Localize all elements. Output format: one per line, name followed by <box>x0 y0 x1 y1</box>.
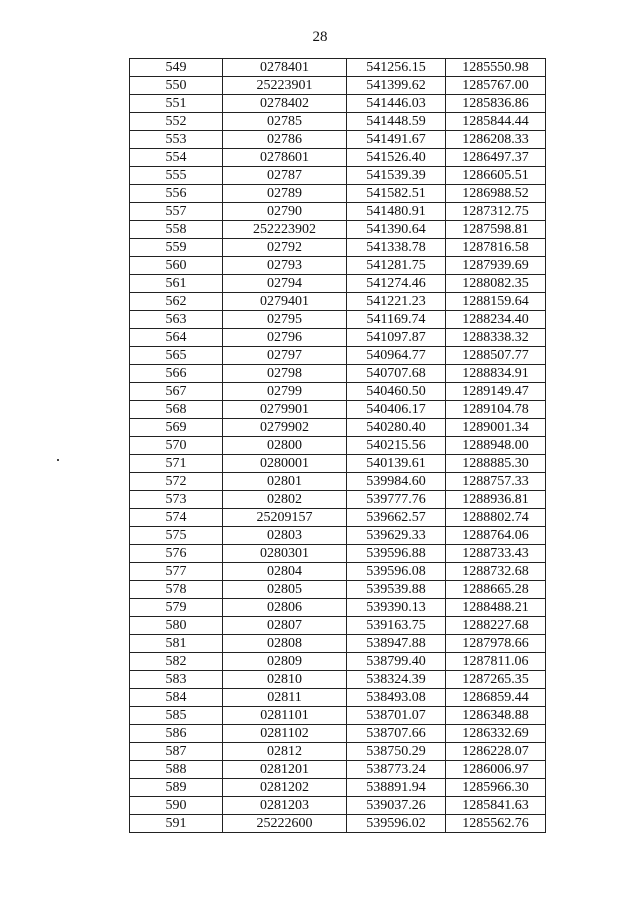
y-coordinate-cell: 1285550.98 <box>446 59 546 77</box>
point-number-cell: 590 <box>130 797 223 815</box>
point-code-cell: 25222600 <box>223 815 347 833</box>
y-coordinate-cell: 1286332.69 <box>446 725 546 743</box>
y-coordinate-cell: 1288936.81 <box>446 491 546 509</box>
point-number-cell: 579 <box>130 599 223 617</box>
x-coordinate-cell: 538799.40 <box>347 653 446 671</box>
x-coordinate-cell: 541526.40 <box>347 149 446 167</box>
table-row <box>130 707 546 725</box>
point-number-cell: 574 <box>130 509 223 527</box>
table-row <box>130 599 546 617</box>
point-number-cell: 580 <box>130 617 223 635</box>
y-coordinate-cell: 1285562.76 <box>446 815 546 833</box>
x-coordinate-cell: 539163.75 <box>347 617 446 635</box>
x-coordinate-cell: 541446.03 <box>347 95 446 113</box>
point-number-cell: 582 <box>130 653 223 671</box>
point-code-cell: 0281201 <box>223 761 347 779</box>
point-code-cell: 02811 <box>223 689 347 707</box>
point-code-cell: 0281102 <box>223 725 347 743</box>
point-code-cell: 02797 <box>223 347 347 365</box>
point-number-cell: 589 <box>130 779 223 797</box>
point-code-cell: 25223901 <box>223 77 347 95</box>
point-number-cell: 551 <box>130 95 223 113</box>
y-coordinate-cell: 1288234.40 <box>446 311 546 329</box>
x-coordinate-cell: 539662.57 <box>347 509 446 527</box>
point-code-cell: 02809 <box>223 653 347 671</box>
y-coordinate-cell: 1289001.34 <box>446 419 546 437</box>
point-code-cell: 02804 <box>223 563 347 581</box>
point-code-cell: 02806 <box>223 599 347 617</box>
point-number-cell: 558 <box>130 221 223 239</box>
y-coordinate-cell: 1286605.51 <box>446 167 546 185</box>
point-code-cell: 02792 <box>223 239 347 257</box>
table-row <box>130 221 546 239</box>
x-coordinate-cell: 540406.17 <box>347 401 446 419</box>
point-number-cell: 549 <box>130 59 223 77</box>
y-coordinate-cell: 1287816.58 <box>446 239 546 257</box>
x-coordinate-cell: 538947.88 <box>347 635 446 653</box>
y-coordinate-cell: 1288732.68 <box>446 563 546 581</box>
table-row <box>130 401 546 419</box>
point-code-cell: 25209157 <box>223 509 347 527</box>
point-code-cell: 02801 <box>223 473 347 491</box>
table-row <box>130 761 546 779</box>
y-coordinate-cell: 1285844.44 <box>446 113 546 131</box>
table-row <box>130 77 546 95</box>
table-row <box>130 545 546 563</box>
point-code-cell: 0281101 <box>223 707 347 725</box>
x-coordinate-cell: 541448.59 <box>347 113 446 131</box>
point-code-cell: 02794 <box>223 275 347 293</box>
x-coordinate-cell: 538493.08 <box>347 689 446 707</box>
point-number-cell: 560 <box>130 257 223 275</box>
table-row <box>130 365 546 383</box>
coordinates-table-body <box>130 59 546 833</box>
y-coordinate-cell: 1288338.32 <box>446 329 546 347</box>
y-coordinate-cell: 1288227.68 <box>446 617 546 635</box>
x-coordinate-cell: 539596.08 <box>347 563 446 581</box>
x-coordinate-cell: 541281.75 <box>347 257 446 275</box>
x-coordinate-cell: 541097.87 <box>347 329 446 347</box>
table-row <box>130 671 546 689</box>
point-code-cell: 02807 <box>223 617 347 635</box>
table-row <box>130 581 546 599</box>
point-number-cell: 583 <box>130 671 223 689</box>
x-coordinate-cell: 541169.74 <box>347 311 446 329</box>
table-row <box>130 725 546 743</box>
y-coordinate-cell: 1287978.66 <box>446 635 546 653</box>
point-code-cell: 0278401 <box>223 59 347 77</box>
point-number-cell: 569 <box>130 419 223 437</box>
table-row <box>130 203 546 221</box>
x-coordinate-cell: 539629.33 <box>347 527 446 545</box>
point-code-cell: 02789 <box>223 185 347 203</box>
point-number-cell: 559 <box>130 239 223 257</box>
point-number-cell: 562 <box>130 293 223 311</box>
y-coordinate-cell: 1288159.64 <box>446 293 546 311</box>
y-coordinate-cell: 1288764.06 <box>446 527 546 545</box>
table-row <box>130 329 546 347</box>
point-number-cell: 572 <box>130 473 223 491</box>
point-code-cell: 0279901 <box>223 401 347 419</box>
x-coordinate-cell: 539777.76 <box>347 491 446 509</box>
point-code-cell: 02808 <box>223 635 347 653</box>
table-row <box>130 383 546 401</box>
point-code-cell: 02810 <box>223 671 347 689</box>
point-number-cell: 563 <box>130 311 223 329</box>
x-coordinate-cell: 541491.67 <box>347 131 446 149</box>
x-coordinate-cell: 541399.62 <box>347 77 446 95</box>
table-row <box>130 743 546 761</box>
point-number-cell: 570 <box>130 437 223 455</box>
y-coordinate-cell: 1285841.63 <box>446 797 546 815</box>
point-code-cell: 02805 <box>223 581 347 599</box>
point-number-cell: 586 <box>130 725 223 743</box>
y-coordinate-cell: 1288507.77 <box>446 347 546 365</box>
y-coordinate-cell: 1286228.07 <box>446 743 546 761</box>
x-coordinate-cell: 541539.39 <box>347 167 446 185</box>
table-row <box>130 167 546 185</box>
x-coordinate-cell: 541582.51 <box>347 185 446 203</box>
point-number-cell: 564 <box>130 329 223 347</box>
y-coordinate-cell: 1289104.78 <box>446 401 546 419</box>
point-code-cell: 02812 <box>223 743 347 761</box>
point-number-cell: 565 <box>130 347 223 365</box>
point-number-cell: 591 <box>130 815 223 833</box>
table-row <box>130 635 546 653</box>
y-coordinate-cell: 1287939.69 <box>446 257 546 275</box>
point-code-cell: 0280301 <box>223 545 347 563</box>
table-row <box>130 473 546 491</box>
y-coordinate-cell: 1285836.86 <box>446 95 546 113</box>
y-coordinate-cell: 1286859.44 <box>446 689 546 707</box>
table-row <box>130 149 546 167</box>
y-coordinate-cell: 1286006.97 <box>446 761 546 779</box>
point-code-cell: 0278601 <box>223 149 347 167</box>
point-code-cell: 0279401 <box>223 293 347 311</box>
table-row <box>130 347 546 365</box>
x-coordinate-cell: 538891.94 <box>347 779 446 797</box>
y-coordinate-cell: 1288948.00 <box>446 437 546 455</box>
y-coordinate-cell: 1288834.91 <box>446 365 546 383</box>
point-code-cell: 0278402 <box>223 95 347 113</box>
point-number-cell: 578 <box>130 581 223 599</box>
x-coordinate-cell: 538701.07 <box>347 707 446 725</box>
point-number-cell: 561 <box>130 275 223 293</box>
point-code-cell: 02798 <box>223 365 347 383</box>
x-coordinate-cell: 540707.68 <box>347 365 446 383</box>
point-number-cell: 566 <box>130 365 223 383</box>
table-row <box>130 455 546 473</box>
table-row <box>130 563 546 581</box>
page-number: 28 <box>312 29 328 45</box>
coordinates-table <box>129 58 546 833</box>
x-coordinate-cell: 539596.02 <box>347 815 446 833</box>
y-coordinate-cell: 1288885.30 <box>446 455 546 473</box>
table-row <box>130 239 546 257</box>
point-code-cell: 02793 <box>223 257 347 275</box>
x-coordinate-cell: 538773.24 <box>347 761 446 779</box>
y-coordinate-cell: 1285966.30 <box>446 779 546 797</box>
table-row <box>130 689 546 707</box>
y-coordinate-cell: 1288665.28 <box>446 581 546 599</box>
table-row <box>130 797 546 815</box>
table-row <box>130 95 546 113</box>
x-coordinate-cell: 541256.15 <box>347 59 446 77</box>
x-coordinate-cell: 540460.50 <box>347 383 446 401</box>
y-coordinate-cell: 1287811.06 <box>446 653 546 671</box>
point-number-cell: 567 <box>130 383 223 401</box>
x-coordinate-cell: 538707.66 <box>347 725 446 743</box>
table-row <box>130 275 546 293</box>
point-number-cell: 557 <box>130 203 223 221</box>
x-coordinate-cell: 540139.61 <box>347 455 446 473</box>
point-code-cell: 02795 <box>223 311 347 329</box>
point-code-cell: 0280001 <box>223 455 347 473</box>
x-coordinate-cell: 540280.40 <box>347 419 446 437</box>
point-code-cell: 02802 <box>223 491 347 509</box>
point-number-cell: 584 <box>130 689 223 707</box>
x-coordinate-cell: 541480.91 <box>347 203 446 221</box>
point-code-cell: 02787 <box>223 167 347 185</box>
point-number-cell: 556 <box>130 185 223 203</box>
point-code-cell: 02799 <box>223 383 347 401</box>
table-row <box>130 815 546 833</box>
y-coordinate-cell: 1286497.37 <box>446 149 546 167</box>
table-row <box>130 617 546 635</box>
x-coordinate-cell: 539596.88 <box>347 545 446 563</box>
x-coordinate-cell: 540964.77 <box>347 347 446 365</box>
table-row <box>130 311 546 329</box>
point-number-cell: 553 <box>130 131 223 149</box>
table-row <box>130 113 546 131</box>
point-code-cell: 02785 <box>223 113 347 131</box>
table-row <box>130 59 546 77</box>
point-number-cell: 576 <box>130 545 223 563</box>
y-coordinate-cell: 1286208.33 <box>446 131 546 149</box>
x-coordinate-cell: 539984.60 <box>347 473 446 491</box>
point-code-cell: 0281203 <box>223 797 347 815</box>
y-coordinate-cell: 1285767.00 <box>446 77 546 95</box>
point-number-cell: 575 <box>130 527 223 545</box>
x-coordinate-cell: 539390.13 <box>347 599 446 617</box>
x-coordinate-cell: 541390.64 <box>347 221 446 239</box>
y-coordinate-cell: 1288082.35 <box>446 275 546 293</box>
point-code-cell: 02803 <box>223 527 347 545</box>
table-row <box>130 293 546 311</box>
x-coordinate-cell: 538750.29 <box>347 743 446 761</box>
table-row <box>130 653 546 671</box>
point-code-cell: 252223902 <box>223 221 347 239</box>
point-number-cell: 554 <box>130 149 223 167</box>
point-number-cell: 552 <box>130 113 223 131</box>
point-number-cell: 571 <box>130 455 223 473</box>
point-code-cell: 02800 <box>223 437 347 455</box>
table-row <box>130 419 546 437</box>
y-coordinate-cell: 1289149.47 <box>446 383 546 401</box>
point-number-cell: 585 <box>130 707 223 725</box>
scan-speck <box>57 459 59 461</box>
point-code-cell: 0281202 <box>223 779 347 797</box>
point-code-cell: 02786 <box>223 131 347 149</box>
point-code-cell: 0279902 <box>223 419 347 437</box>
x-coordinate-cell: 541221.23 <box>347 293 446 311</box>
point-number-cell: 573 <box>130 491 223 509</box>
point-number-cell: 581 <box>130 635 223 653</box>
table-row <box>130 185 546 203</box>
point-code-cell: 02790 <box>223 203 347 221</box>
y-coordinate-cell: 1288802.74 <box>446 509 546 527</box>
x-coordinate-cell: 539037.26 <box>347 797 446 815</box>
y-coordinate-cell: 1288733.43 <box>446 545 546 563</box>
y-coordinate-cell: 1288488.21 <box>446 599 546 617</box>
point-number-cell: 555 <box>130 167 223 185</box>
point-code-cell: 02796 <box>223 329 347 347</box>
y-coordinate-cell: 1287265.35 <box>446 671 546 689</box>
x-coordinate-cell: 541338.78 <box>347 239 446 257</box>
y-coordinate-cell: 1287598.81 <box>446 221 546 239</box>
table-row <box>130 257 546 275</box>
point-number-cell: 588 <box>130 761 223 779</box>
table-row <box>130 509 546 527</box>
x-coordinate-cell: 540215.56 <box>347 437 446 455</box>
table-row <box>130 437 546 455</box>
table-row <box>130 527 546 545</box>
y-coordinate-cell: 1287312.75 <box>446 203 546 221</box>
point-number-cell: 587 <box>130 743 223 761</box>
table-row <box>130 779 546 797</box>
point-number-cell: 550 <box>130 77 223 95</box>
y-coordinate-cell: 1286348.88 <box>446 707 546 725</box>
point-number-cell: 568 <box>130 401 223 419</box>
table-row <box>130 491 546 509</box>
x-coordinate-cell: 538324.39 <box>347 671 446 689</box>
table-row <box>130 131 546 149</box>
point-number-cell: 577 <box>130 563 223 581</box>
x-coordinate-cell: 539539.88 <box>347 581 446 599</box>
y-coordinate-cell: 1288757.33 <box>446 473 546 491</box>
y-coordinate-cell: 1286988.52 <box>446 185 546 203</box>
x-coordinate-cell: 541274.46 <box>347 275 446 293</box>
